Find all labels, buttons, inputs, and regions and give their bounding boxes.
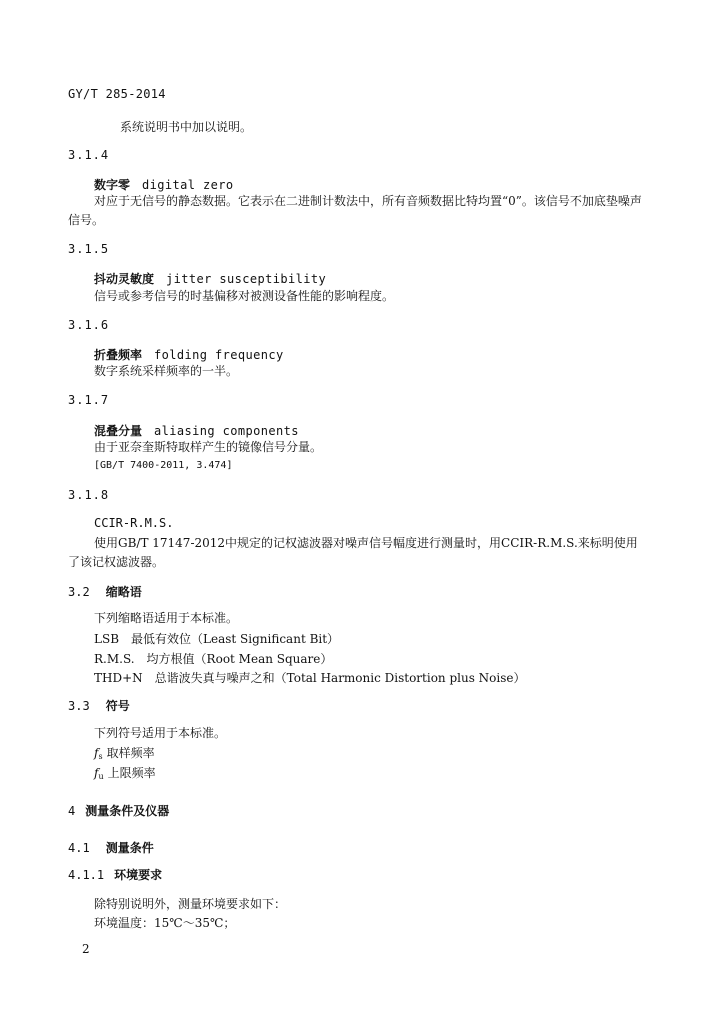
chapter-heading <box>68 802 169 819</box>
term-en: folding frequency <box>154 348 284 362</box>
term-title <box>94 422 299 439</box>
clause-number: 3.1.5 <box>68 242 110 256</box>
term-title <box>94 346 284 363</box>
chapter-number: 4 <box>68 804 76 818</box>
term-en: jitter susceptibility <box>166 272 327 286</box>
section-number: 4.1 <box>68 841 90 855</box>
section-title: 符号 <box>105 699 130 713</box>
term-zh: 折叠频率 <box>94 348 143 362</box>
term-zh: 抖动灵敏度 <box>94 272 155 286</box>
section-heading <box>68 697 130 714</box>
subsection-title: 环境要求 <box>114 868 163 882</box>
abbreviation-item: LSB 最低有效位（Least Significant Bit） <box>94 632 340 646</box>
clause-number: 3.1.6 <box>68 318 110 332</box>
term-definition: 对应于无信号的静态数据。它表示在二进制计数法中，所有音频数据比特均置“0”。该信号不加底垫噪声信号。 <box>68 194 642 227</box>
clause-number: 3.1.4 <box>68 148 110 162</box>
symbol-subscript: s <box>98 752 103 761</box>
clause-number: 3.1.7 <box>68 393 110 407</box>
continued-text: 系统说明书中加以说明。 <box>120 120 253 134</box>
section-heading <box>68 583 142 600</box>
subsection-number: 4.1.1 <box>68 868 105 882</box>
term-definition: 使用GB/T 17147-2012中规定的记权滤波器对噪声信号幅度进行测量时，用CCIR-R.M.S.来标明使用了该记权滤波器。 <box>68 536 638 569</box>
section-intro: 下列符号适用于本标准。 <box>94 726 227 740</box>
section-title: 测量条件 <box>105 841 154 855</box>
term-definition: 由于亚奈奎斯特取样产生的镜像信号分量。 <box>94 440 323 454</box>
symbol-item <box>94 764 156 781</box>
abbreviation-item: THD+N 总谐波失真与噪声之和（Total Harmonic Distortion plus Noise） <box>94 671 526 685</box>
symbol-desc: 上限频率 <box>107 766 156 780</box>
symbol-desc: 取样频率 <box>106 746 155 760</box>
section-number: 3.2 <box>68 585 90 599</box>
body-line: 环境温度：15℃～35℃； <box>94 916 236 930</box>
page-number: 2 <box>82 942 90 956</box>
term-en: aliasing components <box>154 424 299 438</box>
standard-code-header: GY/T 285-2014 <box>68 87 166 101</box>
section-intro: 下列缩略语适用于本标准。 <box>94 611 239 625</box>
chapter-title: 测量条件及仪器 <box>85 804 170 818</box>
symbol-item <box>94 744 155 761</box>
term-definition: 数字系统采样频率的一半。 <box>94 364 239 378</box>
reference-citation: [GB/T 7400-2011, 3.474] <box>94 460 233 471</box>
section-number: 3.3 <box>68 699 90 713</box>
subsection-heading <box>68 866 162 883</box>
body-line: 除特别说明外，测量环境要求如下： <box>94 897 287 911</box>
term-title <box>94 270 326 287</box>
clause-number: 3.1.8 <box>68 488 110 502</box>
term-zh: 混叠分量 <box>94 424 143 438</box>
term-title <box>94 176 234 193</box>
symbol: f <box>94 746 99 760</box>
abbreviation-item: R.M.S. 均方根值（Root Mean Square） <box>94 652 333 666</box>
term-zh: 数字零 <box>94 178 131 192</box>
symbol-subscript: u <box>98 772 104 781</box>
term-definition: 信号或参考信号的时基偏移对被测设备性能的影响程度。 <box>94 289 395 303</box>
section-title: 缩略语 <box>105 585 142 599</box>
term-title: CCIR-R.M.S. <box>94 516 174 530</box>
symbol: f <box>94 766 99 780</box>
section-heading <box>68 839 154 856</box>
term-en: digital zero <box>142 178 234 192</box>
